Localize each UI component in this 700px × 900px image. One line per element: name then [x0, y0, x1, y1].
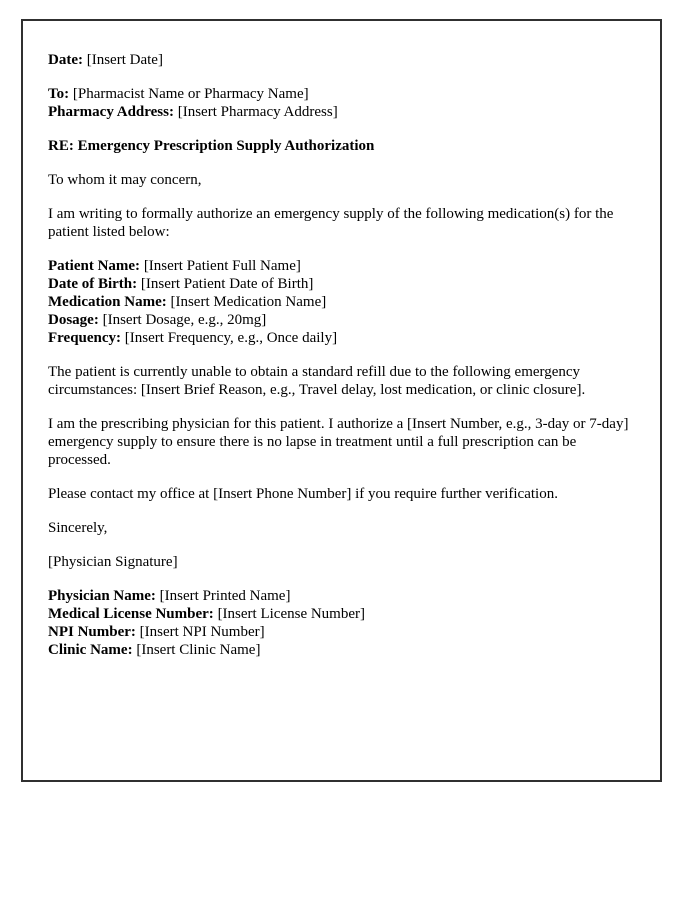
letter-line — [48, 553, 635, 571]
field-label: To: — [48, 86, 70, 102]
field-label: NPI Number: — [48, 624, 136, 640]
field-label: Date of Birth: — [48, 276, 138, 292]
letter-line — [48, 623, 635, 641]
letter-line — [48, 293, 635, 311]
field-label: Dosage: — [48, 312, 99, 328]
text-segment: I am the prescribing physician for this patient. I authorize a [Insert Number, e.g., 3-day or 7-day] emergency supply to ensure there is no lapse in treatment until a full prescription can be processed. — [48, 416, 629, 468]
letter-line — [48, 311, 635, 329]
text-segment: [Insert Frequency, e.g., Once daily] — [121, 330, 338, 346]
letter-line — [48, 485, 635, 503]
text-segment: [Insert Dosage, e.g., 20mg] — [98, 312, 267, 328]
text-segment: [Insert Pharmacy Address] — [173, 104, 338, 120]
field-label: Physician Name: — [48, 588, 156, 604]
field-label: Clinic Name: — [48, 642, 133, 658]
text-segment: [Insert Medication Name] — [166, 294, 327, 310]
text-segment: [Physician Signature] — [48, 554, 178, 570]
intro-paragraph — [48, 205, 635, 241]
letter-line — [48, 257, 635, 275]
text-segment: [Insert Patient Date of Birth] — [137, 276, 314, 292]
reason-paragraph — [48, 363, 635, 399]
letter-body — [48, 51, 635, 659]
field-label: Medication Name: — [48, 294, 167, 310]
letter-page — [21, 19, 662, 782]
field-label: Medical License Number: — [48, 606, 214, 622]
field-label: Date: — [48, 52, 83, 68]
letter-line — [48, 51, 635, 69]
text-segment: Sincerely, — [48, 520, 108, 536]
letter-line — [48, 171, 635, 189]
text-segment: [Insert License Number] — [213, 606, 365, 622]
letter-line — [48, 519, 635, 537]
physician-details — [48, 587, 635, 659]
letter-line — [48, 205, 635, 241]
text-segment: [Insert Clinic Name] — [132, 642, 261, 658]
text-segment: [Pharmacist Name or Pharmacy Name] — [69, 86, 309, 102]
field-label: Frequency: — [48, 330, 122, 346]
letter-line — [48, 85, 635, 103]
subject-line — [48, 137, 635, 155]
text-segment: [Insert Date] — [82, 52, 163, 68]
letter-line — [48, 641, 635, 659]
letter-line — [48, 329, 635, 347]
text-segment: [Insert Printed Name] — [155, 588, 291, 604]
closing — [48, 519, 635, 537]
letter-line — [48, 137, 635, 155]
signature-placeholder — [48, 553, 635, 571]
letter-line — [48, 275, 635, 293]
letter-line — [48, 415, 635, 469]
field-label: RE: Emergency Prescription Supply Authorization — [48, 138, 375, 154]
authorization-paragraph — [48, 415, 635, 469]
text-segment: Please contact my office at [Insert Phone Number] if you require further verification. — [48, 486, 558, 502]
letter-line — [48, 363, 635, 399]
date-line — [48, 51, 635, 69]
letter-line — [48, 587, 635, 605]
recipient-block — [48, 85, 635, 121]
text-segment: The patient is currently unable to obtain a standard refill due to the following emergency circumstances: [Insert Brief Reason, e.g., Travel delay, lost medication, or clinic closure]. — [48, 364, 586, 398]
contact-paragraph — [48, 485, 635, 503]
field-label: Pharmacy Address: — [48, 104, 174, 120]
letter-line — [48, 605, 635, 623]
letter-line — [48, 103, 635, 121]
salutation — [48, 171, 635, 189]
field-label: Patient Name: — [48, 258, 141, 274]
text-segment: [Insert NPI Number] — [135, 624, 265, 640]
text-segment: To whom it may concern, — [48, 172, 202, 188]
text-segment: [Insert Patient Full Name] — [140, 258, 301, 274]
text-segment: I am writing to formally authorize an emergency supply of the following medication(s) for the patient listed below: — [48, 206, 614, 240]
patient-details — [48, 257, 635, 347]
